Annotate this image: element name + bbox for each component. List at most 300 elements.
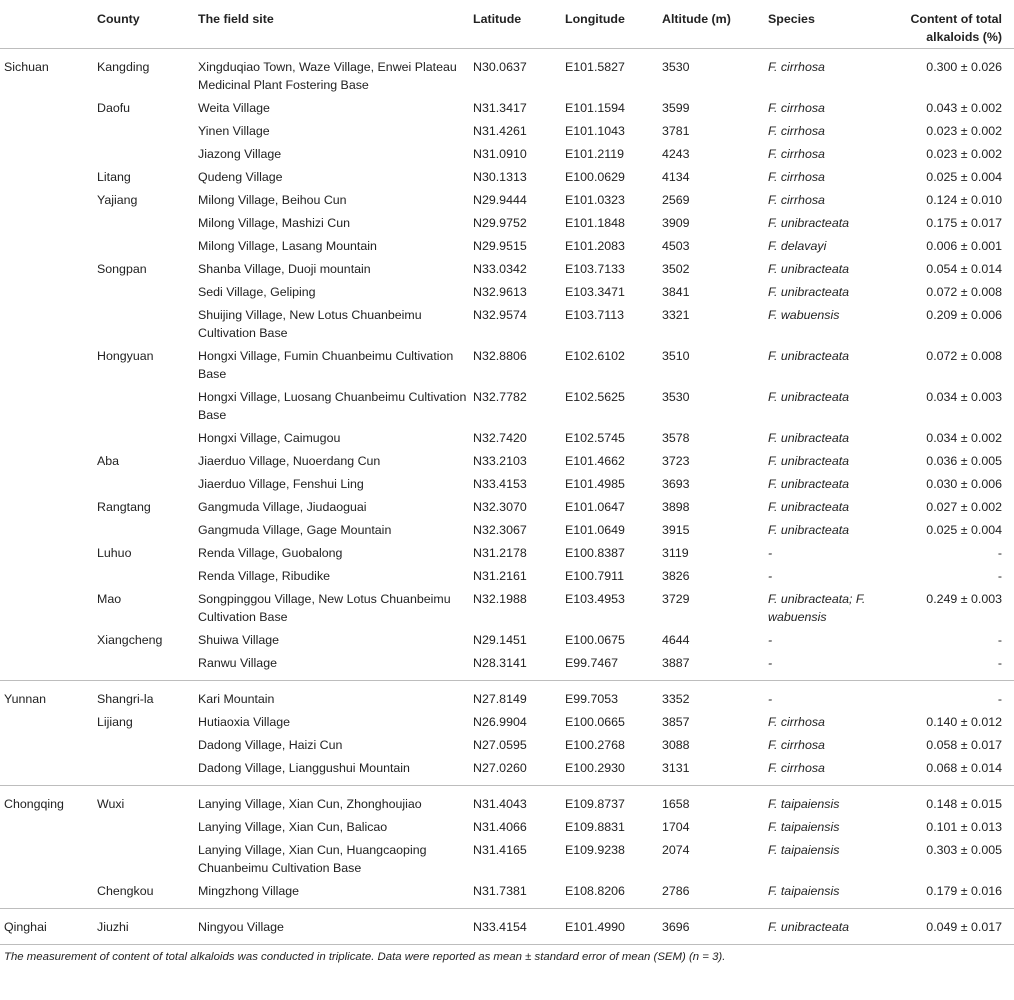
cell-content: 0.023 ± 0.002	[926, 123, 1002, 138]
table-row	[0, 257, 1014, 280]
cell-species: F. unibracteata	[768, 908, 905, 944]
cell-content: 0.025 ± 0.004	[926, 169, 1002, 184]
cell-county	[97, 426, 198, 449]
cell-species: F. unibracteata	[768, 284, 850, 299]
cell-latitude: N28.3141	[473, 651, 565, 680]
cell-site: Hongxi Village, Luosang Chuanbeimu Cultivation Base	[198, 389, 467, 422]
cell-county	[97, 303, 198, 344]
table-row	[0, 628, 1014, 651]
cell-site: Shanba Village, Duoji mountain	[198, 261, 371, 276]
cell-species: F. cirrhosa	[768, 100, 825, 115]
cell-county: Wuxi	[97, 796, 125, 811]
table-row	[0, 142, 1014, 165]
header-species: Species	[768, 0, 905, 48]
table-header	[0, 0, 1014, 48]
cell-county	[97, 756, 198, 785]
cell-longitude: E109.9238	[565, 842, 625, 857]
cell-content: -	[997, 545, 1002, 560]
cell-latitude: N33.4154	[473, 908, 565, 944]
cell-content: 0.124 ± 0.010	[926, 192, 1002, 207]
cell-latitude: N31.7381	[473, 879, 565, 908]
cell-species: F. unibracteata	[768, 522, 850, 537]
cell-species: F. unibracteata	[768, 430, 850, 445]
cell-longitude: E101.0649	[565, 522, 625, 537]
cell-latitude: N32.7782	[473, 389, 527, 404]
cell-species: -	[768, 691, 773, 706]
cell-site: Gangmuda Village, Jiudaoguai	[198, 499, 367, 514]
cell-county	[97, 815, 198, 838]
cell-site: Shuiwa Village	[198, 632, 280, 647]
table-footnote: The measurement of content of total alkaloids was conducted in triplicate. Data were reported as mean ± standard error of mean (SEM) (n = 3).	[4, 950, 726, 963]
cell-longitude: E101.0647	[565, 499, 625, 514]
cell-county: Songpan	[97, 261, 147, 276]
table-row	[0, 680, 1014, 710]
cell-latitude: N30.0637	[473, 59, 527, 74]
cell-county	[97, 838, 198, 879]
cell-latitude: N27.8149	[473, 691, 527, 706]
cell-altitude: 3898	[662, 499, 690, 514]
cell-altitude: 4243	[662, 146, 690, 161]
cell-site: Ranwu Village	[198, 651, 473, 680]
cell-latitude: N32.9574	[473, 307, 527, 322]
table-row	[0, 541, 1014, 564]
cell-site: Renda Village, Ribudike	[198, 568, 331, 583]
cell-site: Sedi Village, Geliping	[198, 284, 316, 299]
cell-content: 0.036 ± 0.005	[926, 453, 1002, 468]
table-row	[0, 495, 1014, 518]
cell-site: Shuijing Village, New Lotus Chuanbeimu Cultivation Base	[198, 307, 422, 340]
cell-altitude: 3909	[662, 215, 690, 230]
cell-content: 0.030 ± 0.006	[926, 476, 1002, 491]
table-row	[0, 815, 1014, 838]
cell-latitude: N32.1988	[473, 591, 527, 606]
cell-province	[0, 385, 97, 426]
cell-species: F. unibracteata	[768, 476, 850, 491]
cell-county	[97, 472, 198, 495]
cell-longitude: E101.1043	[565, 123, 625, 138]
cell-county: Jiuzhi	[97, 908, 198, 944]
cell-longitude: E99.7467	[565, 651, 662, 680]
cell-latitude: N32.7420	[473, 430, 527, 445]
cell-species: F. taipaiensis	[768, 842, 840, 857]
cell-longitude: E103.4953	[565, 591, 625, 606]
cell-province	[0, 96, 97, 119]
cell-altitude: 3530	[662, 389, 690, 404]
cell-altitude: 3578	[662, 430, 690, 445]
cell-species: F. cirrhosa	[768, 756, 905, 785]
cell-county	[97, 518, 198, 541]
cell-county: Mao	[97, 591, 122, 606]
cell-content: 0.006 ± 0.001	[926, 238, 1002, 253]
cell-species: F. cirrhosa	[768, 123, 825, 138]
cell-latitude: N30.1313	[473, 169, 527, 184]
cell-county: Kangding	[97, 59, 150, 74]
cell-content: 0.249 ± 0.003	[926, 591, 1002, 606]
cell-content: 0.300 ± 0.026	[926, 59, 1002, 74]
cell-content: 0.058 ± 0.017	[926, 737, 1002, 752]
cell-latitude: N31.2178	[473, 545, 527, 560]
cell-species: F. cirrhosa	[768, 146, 825, 161]
cell-site: Lanying Village, Xian Cun, Zhonghoujiao	[198, 796, 422, 811]
cell-county	[97, 385, 198, 426]
table-row	[0, 564, 1014, 587]
cell-province	[0, 710, 97, 733]
cell-site: Kari Mountain	[198, 691, 275, 706]
cell-species: F. delavayi	[768, 238, 827, 253]
cell-county: Xiangcheng	[97, 632, 163, 647]
table-row	[0, 651, 1014, 680]
cell-county: Hongyuan	[97, 348, 154, 363]
cell-altitude: 3729	[662, 591, 690, 606]
table-row	[0, 188, 1014, 211]
cell-province	[0, 756, 97, 785]
cell-content: 0.175 ± 0.017	[926, 215, 1002, 230]
cell-province	[0, 119, 97, 142]
cell-province	[0, 303, 97, 344]
cell-province	[0, 426, 97, 449]
cell-altitude: 3502	[662, 261, 690, 276]
cell-species: F. taipaiensis	[768, 879, 905, 908]
cell-province	[0, 518, 97, 541]
cell-latitude: N33.4153	[473, 476, 527, 491]
table-row	[0, 785, 1014, 815]
cell-longitude: E109.8831	[565, 819, 625, 834]
table-row	[0, 96, 1014, 119]
cell-content: 0.179 ± 0.016	[905, 879, 1014, 908]
cell-latitude: N29.9515	[473, 238, 527, 253]
cell-longitude: E99.7053	[565, 691, 619, 706]
cell-content: 0.034 ± 0.003	[926, 389, 1002, 404]
cell-province	[0, 495, 97, 518]
table-body	[0, 48, 1014, 944]
cell-province: Yunnan	[4, 691, 47, 706]
cell-site: Qudeng Village	[198, 169, 283, 184]
table-row	[0, 344, 1014, 385]
cell-content: -	[997, 691, 1002, 706]
cell-longitude: E103.3471	[565, 284, 625, 299]
cell-altitude: 3857	[662, 714, 690, 729]
cell-latitude: N32.8806	[473, 348, 527, 363]
cell-altitude: 3696	[662, 908, 768, 944]
cell-longitude: E100.2768	[565, 737, 625, 752]
cell-longitude: E101.4985	[565, 476, 625, 491]
cell-altitude: 2074	[662, 842, 690, 857]
cell-county	[97, 119, 198, 142]
cell-species: F. taipaiensis	[768, 819, 840, 834]
cell-altitude: 3119	[662, 545, 689, 560]
cell-province	[0, 188, 97, 211]
cell-altitude: 3781	[662, 123, 690, 138]
cell-county	[97, 211, 198, 234]
cell-species: F. taipaiensis	[768, 796, 840, 811]
cell-site: Renda Village, Guobalong	[198, 545, 343, 560]
cell-content: 0.043 ± 0.002	[926, 100, 1002, 115]
cell-altitude: 3352	[662, 691, 690, 706]
cell-site: Dadong Village, Lianggushui Mountain	[198, 756, 473, 785]
cell-altitude: 3599	[662, 100, 690, 115]
cell-province	[0, 815, 97, 838]
cell-latitude: N31.0910	[473, 146, 527, 161]
cell-province	[0, 165, 97, 188]
cell-site: Ningyou Village	[198, 908, 473, 944]
cell-content: -	[997, 632, 1002, 647]
cell-content: 0.072 ± 0.008	[926, 284, 1002, 299]
cell-latitude: N33.2103	[473, 453, 527, 468]
cell-latitude: N32.9613	[473, 284, 527, 299]
table-row	[0, 385, 1014, 426]
cell-content: 0.303 ± 0.005	[926, 842, 1002, 857]
cell-longitude: E101.0323	[565, 192, 625, 207]
table-row	[0, 710, 1014, 733]
cell-county	[97, 733, 198, 756]
cell-province	[0, 449, 97, 472]
cell-latitude: N31.3417	[473, 100, 527, 115]
cell-county: Shangri-la	[97, 691, 154, 706]
cell-altitude: 3530	[662, 59, 690, 74]
cell-content: -	[905, 651, 1014, 680]
cell-site: Hongxi Village, Caimugou	[198, 430, 341, 445]
cell-latitude: N27.0260	[473, 756, 565, 785]
cell-content: 0.023 ± 0.002	[926, 146, 1002, 161]
cell-county: Aba	[97, 453, 120, 468]
cell-longitude: E100.0629	[565, 169, 625, 184]
cell-county	[97, 651, 198, 680]
cell-province	[0, 587, 97, 628]
cell-county	[97, 280, 198, 303]
cell-altitude: 3131	[662, 756, 768, 785]
cell-species: -	[768, 651, 905, 680]
cell-species: F. unibracteata	[768, 499, 850, 514]
table-row	[0, 733, 1014, 756]
table-row	[0, 303, 1014, 344]
cell-species: F. unibracteata	[768, 215, 850, 230]
cell-county: Litang	[97, 169, 131, 184]
cell-province	[0, 234, 97, 257]
cell-altitude: 2786	[662, 879, 768, 908]
cell-content: 0.054 ± 0.014	[926, 261, 1002, 276]
cell-latitude: N32.3070	[473, 499, 527, 514]
cell-county: Rangtang	[97, 499, 151, 514]
cell-altitude: 3841	[662, 284, 690, 299]
cell-altitude: 3723	[662, 453, 690, 468]
table-row	[0, 587, 1014, 628]
cell-county: Lijiang	[97, 714, 133, 729]
cell-longitude: E100.2930	[565, 756, 662, 785]
cell-species: -	[768, 568, 773, 583]
cell-longitude: E100.0675	[565, 632, 625, 647]
cell-site: Hongxi Village, Fumin Chuanbeimu Cultivation Base	[198, 348, 454, 381]
cell-site: Jiaerduo Village, Nuoerdang Cun	[198, 453, 381, 468]
cell-province	[0, 838, 97, 879]
table-row	[0, 449, 1014, 472]
header-content: Content of total alkaloids (%)	[905, 0, 1014, 48]
table-row	[0, 756, 1014, 785]
cell-county: Chengkou	[97, 879, 198, 908]
cell-altitude: 3088	[662, 737, 690, 752]
cell-longitude: E102.5625	[565, 389, 625, 404]
cell-province	[0, 628, 97, 651]
table-row	[0, 119, 1014, 142]
cell-site: Jiaerduo Village, Fenshui Ling	[198, 476, 364, 491]
cell-site: Milong Village, Beihou Cun	[198, 192, 347, 207]
cell-province	[0, 733, 97, 756]
cell-site: Yinen Village	[198, 123, 270, 138]
cell-county: Daofu	[97, 100, 131, 115]
cell-latitude: N31.4043	[473, 796, 527, 811]
cell-county	[97, 564, 198, 587]
cell-longitude: E103.7133	[565, 261, 625, 276]
cell-province	[0, 472, 97, 495]
cell-species: F. cirrhosa	[768, 714, 825, 729]
cell-latitude: N31.4066	[473, 819, 527, 834]
cell-content: 0.072 ± 0.008	[926, 348, 1002, 363]
cell-longitude: E100.7911	[565, 568, 625, 583]
cell-province	[0, 280, 97, 303]
cell-province	[0, 564, 97, 587]
cell-species: F. unibracteata	[768, 348, 850, 363]
cell-site: Milong Village, Lasang Mountain	[198, 238, 377, 253]
cell-longitude: E100.0665	[565, 714, 625, 729]
cell-longitude: E109.8737	[565, 796, 625, 811]
cell-species: -	[768, 632, 773, 647]
cell-species: F. unibracteata; F. wabuensis	[768, 591, 866, 624]
cell-content: 0.034 ± 0.002	[926, 430, 1002, 445]
cell-province	[0, 541, 97, 564]
cell-altitude: 3826	[662, 568, 690, 583]
cell-content: 0.148 ± 0.015	[926, 796, 1002, 811]
cell-latitude: N31.4261	[473, 123, 527, 138]
cell-altitude: 4134	[662, 169, 690, 184]
cell-longitude: E102.6102	[565, 348, 625, 363]
cell-longitude: E101.2083	[565, 238, 625, 253]
header-longitude: Longitude	[565, 0, 662, 48]
cell-altitude: 3887	[662, 651, 768, 680]
cell-species: F. cirrhosa	[768, 737, 825, 752]
table-row	[0, 426, 1014, 449]
cell-province	[0, 142, 97, 165]
cell-province: Sichuan	[4, 59, 49, 74]
cell-altitude: 4503	[662, 238, 690, 253]
header-latitude: Latitude	[473, 0, 565, 48]
table-row	[0, 234, 1014, 257]
cell-content: 0.027 ± 0.002	[926, 499, 1002, 514]
cell-longitude: E103.7113	[565, 307, 625, 322]
cell-species: F. unibracteata	[768, 389, 850, 404]
cell-species: F. cirrhosa	[768, 192, 825, 207]
cell-altitude: 3510	[662, 348, 690, 363]
cell-latitude: N29.9444	[473, 192, 527, 207]
cell-content: 0.140 ± 0.012	[926, 714, 1002, 729]
cell-site: Lanying Village, Xian Cun, Balicao	[198, 819, 388, 834]
cell-latitude: N31.2161	[473, 568, 527, 583]
cell-content: -	[997, 568, 1002, 583]
cell-site: Gangmuda Village, Gage Mountain	[198, 522, 392, 537]
cell-altitude: 3321	[662, 307, 690, 322]
cell-province	[0, 211, 97, 234]
cell-species: F. wabuensis	[768, 307, 840, 322]
cell-site: Xingduqiao Town, Waze Village, Enwei Plateau Medicinal Plant Fostering Base	[198, 59, 457, 92]
cell-site: Jiazong Village	[198, 146, 282, 161]
table-row	[0, 908, 1014, 944]
cell-longitude: E100.8387	[565, 545, 625, 560]
cell-longitude: E101.2119	[565, 146, 625, 161]
cell-site: Songpinggou Village, New Lotus Chuanbeimu Cultivation Base	[198, 591, 451, 624]
table-row	[0, 838, 1014, 879]
cell-province	[0, 257, 97, 280]
cell-species: -	[768, 545, 773, 560]
cell-altitude: 1704	[662, 819, 690, 834]
header-province	[0, 0, 97, 48]
cell-latitude: N26.9904	[473, 714, 527, 729]
cell-species: F. cirrhosa	[768, 59, 825, 74]
cell-content: 0.209 ± 0.006	[926, 307, 1002, 322]
header-row	[0, 0, 1014, 48]
cell-longitude: E101.1594	[565, 100, 625, 115]
cell-site: Weita Village	[198, 100, 270, 115]
cell-content: 0.101 ± 0.013	[926, 819, 1002, 834]
cell-site: Mingzhong Village	[198, 879, 473, 908]
table-row	[0, 518, 1014, 541]
cell-province: Qinghai	[0, 908, 97, 944]
cell-longitude: E108.8206	[565, 879, 662, 908]
cell-province	[0, 344, 97, 385]
cell-altitude: 3915	[662, 522, 690, 537]
cell-county: Yajiang	[97, 192, 138, 207]
cell-province	[0, 651, 97, 680]
cell-species: F. cirrhosa	[768, 169, 825, 184]
cell-site: Dadong Village, Haizi Cun	[198, 737, 343, 752]
cell-longitude: E101.1848	[565, 215, 625, 230]
cell-site: Milong Village, Mashizi Cun	[198, 215, 350, 230]
header-county: County	[97, 0, 198, 48]
header-altitude: Altitude (m)	[662, 0, 768, 48]
table-row	[0, 879, 1014, 908]
cell-province	[0, 879, 97, 908]
cell-county: Luhuo	[97, 545, 132, 560]
cell-species: F. unibracteata	[768, 261, 850, 276]
cell-content: 0.025 ± 0.004	[926, 522, 1002, 537]
cell-county	[97, 234, 198, 257]
cell-longitude: E102.5745	[565, 430, 625, 445]
cell-altitude: 1658	[662, 796, 690, 811]
table-row	[0, 165, 1014, 188]
cell-province: Chongqing	[4, 796, 64, 811]
table-row	[0, 211, 1014, 234]
cell-latitude: N33.0342	[473, 261, 527, 276]
cell-site: Lanying Village, Xian Cun, Huangcaoping Chuanbeimu Cultivation Base	[198, 842, 427, 875]
cell-latitude: N29.1451	[473, 632, 527, 647]
cell-latitude: N32.3067	[473, 522, 527, 537]
cell-latitude: N29.9752	[473, 215, 527, 230]
cell-site: Hutiaoxia Village	[198, 714, 291, 729]
cell-content: 0.049 ± 0.017	[905, 908, 1014, 944]
cell-altitude: 3693	[662, 476, 690, 491]
cell-altitude: 4644	[662, 632, 690, 647]
cell-content: 0.068 ± 0.014	[905, 756, 1014, 785]
cell-county	[97, 142, 198, 165]
header-site: The field site	[198, 0, 473, 48]
table-row	[0, 48, 1014, 96]
cell-longitude: E101.4662	[565, 453, 625, 468]
cell-longitude: E101.4990	[565, 908, 662, 944]
cell-longitude: E101.5827	[565, 59, 625, 74]
cell-species: F. unibracteata	[768, 453, 850, 468]
table-row	[0, 472, 1014, 495]
cell-altitude: 2569	[662, 192, 690, 207]
cell-latitude: N27.0595	[473, 737, 527, 752]
cell-latitude: N31.4165	[473, 842, 527, 857]
table-row	[0, 280, 1014, 303]
